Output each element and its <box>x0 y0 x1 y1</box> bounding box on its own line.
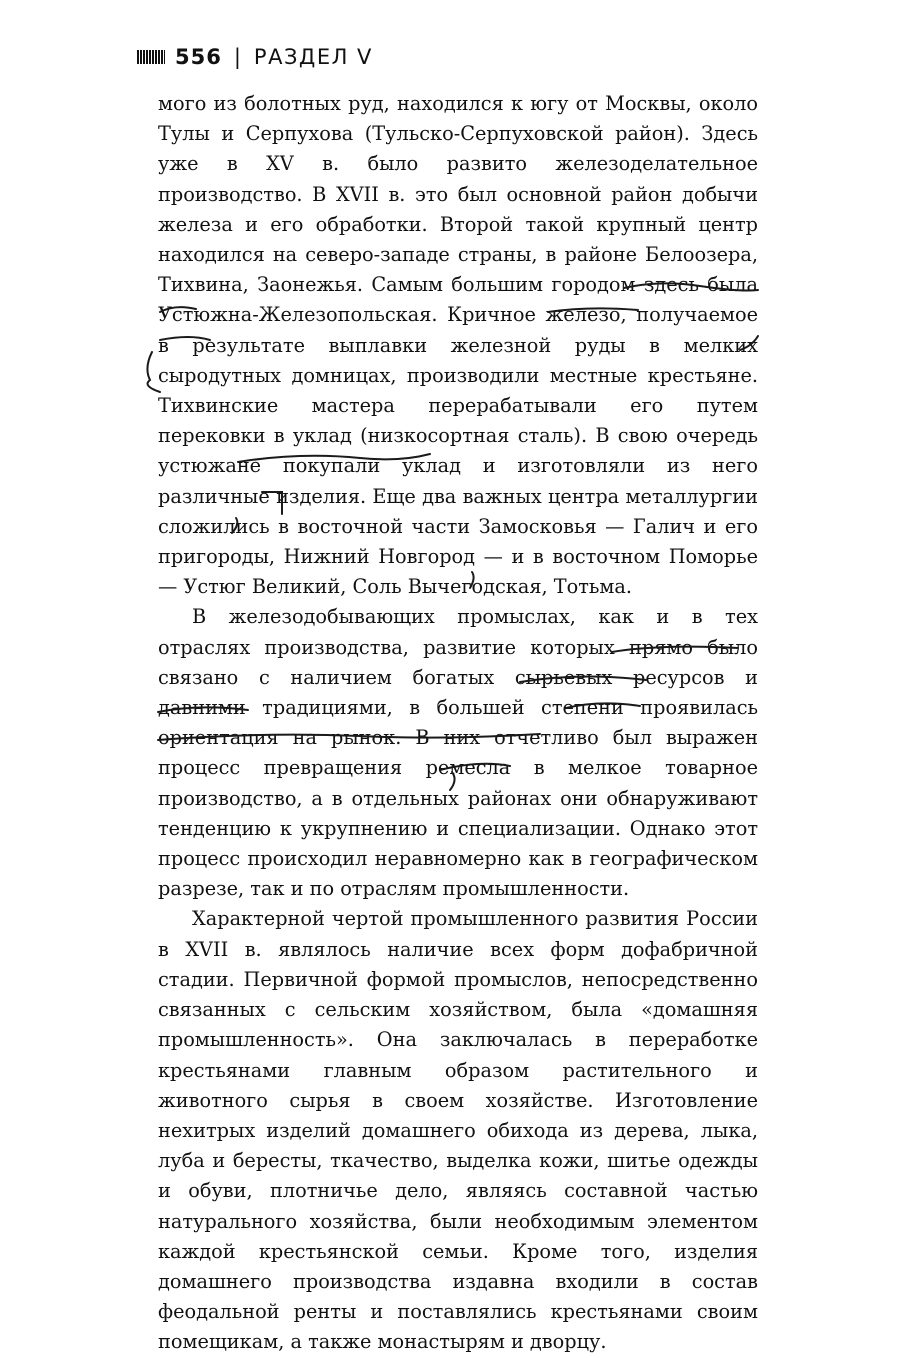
running-header <box>137 42 373 72</box>
header-separator: | <box>233 45 242 69</box>
section-title: РАЗДЕЛ V <box>253 45 373 69</box>
page-number: 556 <box>175 45 222 69</box>
paragraph-1: мого из болотных руд, находился к югу от Москвы, около Тулы и Серпухова (Тульско-Серпуховской район). Здесь уже в XV в. было развито железоделательное производство. В XVII в. это был основной район добычи железа и его обработки. Второй такой крупный центр находился на северо-западе страны, в районе Белоозера, Тихвина, Заонежья. Самым большим городом здесь была Устюжна-Железопольская. Кричное железо, получаемое в результате выплавки железной руды в мелких сыродутных домницах, производили местные крестьяне. Тихвинские мастера перерабатывали его путем перековки в уклад (низкосортная сталь). В свою очередь устюжане покупали уклад и изготовляли из него различные изделия. Еще два важных центра металлургии сложились в восточной части Замосковья — Галич и его пригороды, Нижний Новгород — и в восточном Поморье — Устюг Великий, Соль Вычегодская, Тотьма. <box>158 92 758 599</box>
paragraph-2: В железодобывающих промыслах, как и в тех отраслях производства, развитие которых прямо было связано с наличием богатых сырьевых ресурсов и давними традициями, в большей степени проявилась ориентация на рынок. В них отчетливо был выражен процесс превращения ремесла в мелкое товарное производство, а в отдельных районах они обнаруживают тенденцию к укрупнению и специализации. Однако этот процесс происходил неравномерно как в географическом разрезе, так и по отраслям промышленности. <box>158 605 758 901</box>
header-ornament <box>137 50 165 64</box>
paragraph-3: Характерной чертой промышленного развития России в XVII в. являлось наличие всех форм дофабричной стадии. Первичной формой промыслов, непосредственно связанных с сельским хозяйством, была «домашняя промышленность». Она заключалась в переработке крестьянами главным образом растительного и животного сырья в своем хозяйстве. Изготовление нехитрых изделий домашнего обихода из дерева, лыка, луба и бересты, ткачество, выделка кожи, шитье одежды и обуви, плотничье дело, являясь составной частью натурального хозяйства, были необходимым элементом каждой крестьянской семьи. Кроме того, изделия домашнего производства издавна входили в состав феодальной ренты и поставлялись крестьянами своим помещикам, а также монастырям и дворцу. <box>158 907 758 1354</box>
body-text <box>158 89 758 1358</box>
